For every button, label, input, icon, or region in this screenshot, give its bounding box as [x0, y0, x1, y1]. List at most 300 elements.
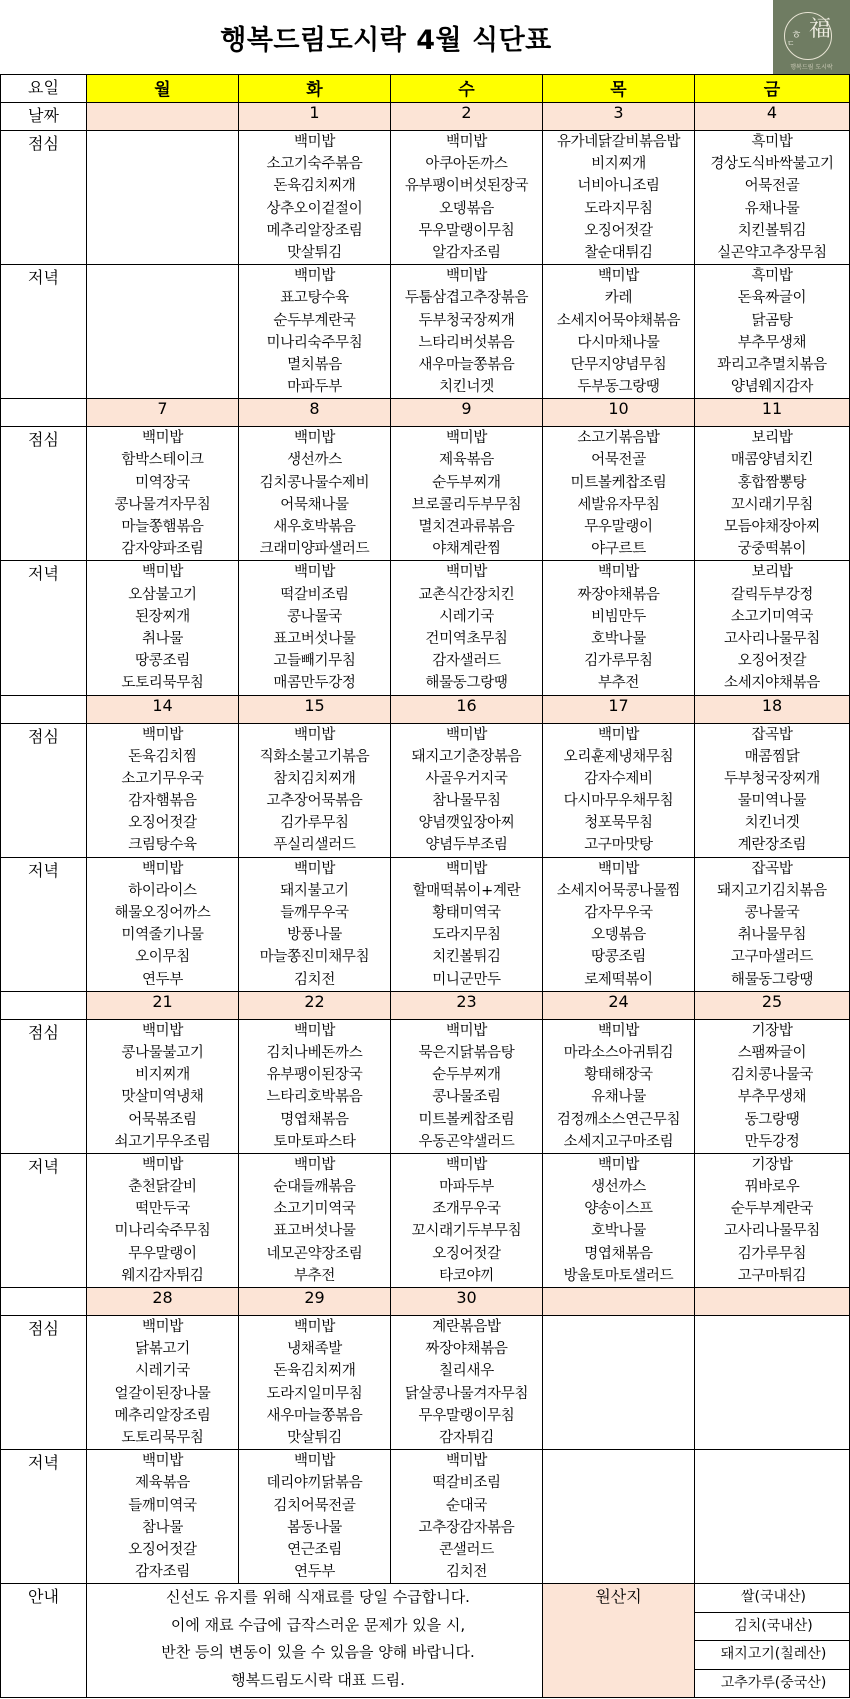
dinner-cell-wed: [391, 857, 543, 991]
menu-item: 비빔만두: [591, 608, 646, 625]
menu-item: 맛살튀김: [287, 1429, 342, 1446]
menu-item: 오뎅볶음: [591, 927, 646, 944]
menu-item: 건미역초무침: [425, 630, 508, 647]
menu-item: 무우말랭이: [584, 519, 653, 535]
menu-item: 김치나베돈까스: [266, 1044, 363, 1061]
menu-item: 고사리나물무침: [724, 630, 820, 647]
menu-item: 오징어젓갈: [737, 653, 807, 670]
menu-item: 꼬시래기두부무침: [411, 1223, 522, 1240]
menu-item: 마파두부: [439, 1179, 494, 1196]
dinner-cell-wed: [391, 561, 543, 695]
menu-item: 백미밥: [445, 564, 488, 581]
lunch-row: [1, 131, 850, 265]
menu-item: 멸치견과류볶음: [418, 519, 515, 535]
menu-item: 땅콩조림: [591, 949, 646, 966]
menu-item: 양념웨지감자: [730, 379, 814, 396]
dinner-cell-tue: [239, 561, 391, 695]
menu-item: 느타리호박볶음: [266, 1089, 363, 1106]
menu-item: 콩나물조림: [432, 1089, 501, 1106]
date-cell-fri: 18: [695, 695, 850, 723]
menu-item: 마늘쫑진미채무침: [259, 949, 370, 966]
menu-item: 백미밥: [293, 1022, 336, 1039]
menu-item: 소고기볶음밥: [577, 430, 660, 447]
lunch-cell-tue: [239, 1019, 391, 1153]
menu-item: 유부팽이된장국: [266, 1067, 363, 1084]
menu-item: 김가루무침: [280, 815, 349, 832]
dinner-label: 저녁: [1, 265, 87, 399]
date-cell-mon: [87, 103, 239, 131]
menu-item: 아쿠아돈까스: [425, 156, 508, 173]
menu-item: 들깨미역국: [128, 1497, 197, 1514]
dinner-cell-wed: [391, 265, 543, 399]
menu-item: 오뎅볶음: [439, 200, 494, 217]
menu-item: 양송이스프: [584, 1201, 653, 1218]
menu-item: 고구마맛탕: [584, 837, 653, 854]
menu-item: 마늘쫑햄볶음: [121, 519, 204, 535]
date-cell-wed: 30: [391, 1288, 543, 1316]
lunch-cell-mon: [87, 723, 239, 857]
menu-item: 참치김치찌개: [273, 770, 356, 787]
menu-item: 비지찌개: [135, 1067, 190, 1084]
menu-item: 소세지어묵야채볶음: [556, 312, 681, 329]
menu-item: 도라지무침: [584, 200, 653, 217]
menu-item: 백미밥: [597, 1156, 640, 1173]
menu-item: 맛살미역냉채: [121, 1089, 204, 1106]
lunch-row: [1, 1316, 850, 1450]
menu-item: 푸실리샐러드: [273, 837, 356, 854]
menu-item: 시레기국: [439, 608, 494, 625]
menu-item: 도라지일미무침: [266, 1385, 363, 1402]
menu-item: 백미밥: [141, 1156, 184, 1173]
menu-item: 돈육김치찜: [128, 748, 197, 765]
menu-item: 백미밥: [445, 1022, 488, 1039]
menu-table: [0, 74, 850, 1698]
dinner-cell-mon: [87, 265, 239, 399]
notice-line: 행복드림도시락 대표 드림.: [231, 1670, 405, 1689]
lunch-cell-mon: [87, 131, 239, 265]
menu-item: 김치콩나물국: [730, 1067, 814, 1084]
menu-item: 떡갈비조림: [280, 586, 349, 603]
dinner-cell-wed: [391, 1153, 543, 1287]
menu-item: 로제떡볶이: [584, 971, 653, 988]
menu-item: 돈육김치찌개: [273, 178, 356, 195]
menu-item: 김가루무침: [737, 1245, 807, 1262]
origin-item: 김치(국내산): [695, 1613, 849, 1642]
date-cell-mon: 28: [87, 1288, 239, 1316]
dinner-label: 저녁: [1, 857, 87, 991]
weekday-header-row: [1, 75, 850, 103]
brand-logo: [773, 0, 850, 74]
menu-item: 스팸짜글이: [737, 1044, 807, 1061]
menu-item: 얼갈이된장나물: [114, 1385, 211, 1402]
menu-item: 백미밥: [141, 1453, 184, 1470]
menu-item: 짜장야채볶음: [577, 586, 660, 603]
dinner-cell-thu: [543, 1153, 695, 1287]
dinner-row: [1, 1153, 850, 1287]
dinner-cell-fri: [695, 1450, 850, 1584]
date-cell-wed: 2: [391, 103, 543, 131]
menu-item: 감자햄볶음: [128, 793, 197, 810]
menu-item: 순두부찌개: [432, 1067, 501, 1084]
menu-item: 연두부: [141, 971, 184, 988]
menu-item: 백미밥: [141, 726, 184, 743]
menu-item: 백미밥: [141, 430, 184, 447]
notice-line: 신선도 유지를 위해 식재료를 당일 수급합니다.: [166, 1588, 470, 1607]
menu-item: 메추리알장조림: [114, 1407, 211, 1424]
menu-item: 치킨너겟: [744, 815, 800, 832]
menu-item: 냉채족발: [287, 1341, 342, 1358]
logo-glyph-left: ㅎ: [791, 28, 802, 41]
menu-item: 들깨무우국: [280, 905, 349, 921]
menu-item: 백미밥: [293, 564, 336, 581]
menu-item: 유부팽이버섯된장국: [404, 178, 529, 195]
menu-item: 고들빼기무침: [273, 653, 356, 670]
menu-item: 계란볶음밥: [432, 1319, 501, 1335]
menu-item: 할매떡볶이+계란: [412, 882, 521, 899]
weekday-tue: 화: [239, 75, 391, 103]
menu-item: 치킨볼튀김: [432, 949, 501, 966]
menu-item: 맛살튀김: [287, 244, 342, 261]
lunch-cell-wed: [391, 1316, 543, 1450]
date-row: [1, 1288, 850, 1316]
menu-item: 검정깨소스연근무침: [556, 1111, 681, 1128]
dinner-cell-wed: [391, 1450, 543, 1584]
date-cell-fri: 11: [695, 399, 850, 427]
menu-item: 백미밥: [597, 860, 640, 877]
menu-item: 기장밥: [751, 1156, 793, 1173]
menu-item: 백미밥: [293, 726, 336, 743]
menu-item: 콩나물불고기: [121, 1044, 204, 1061]
menu-item: 미나리숙주무침: [266, 334, 363, 351]
dinner-cell-mon: [87, 1153, 239, 1287]
menu-item: 취나물무침: [737, 927, 807, 944]
menu-item: 멸치볶음: [287, 356, 342, 373]
dinner-label: 저녁: [1, 1450, 87, 1584]
date-row: [1, 695, 850, 723]
date-cell-thu: 3: [543, 103, 695, 131]
dinner-cell-fri: [695, 1153, 850, 1287]
menu-item: 명엽채볶음: [584, 1245, 653, 1262]
menu-item: 어묵볶조림: [128, 1111, 197, 1128]
weekday-thu: 목: [543, 75, 695, 103]
menu-item: 콩나물국: [744, 905, 800, 921]
menu-item: 직화소불고기볶음: [259, 748, 370, 765]
menu-item: 해물동그랑땡: [425, 675, 508, 692]
date-cell-thu: 17: [543, 695, 695, 723]
menu-item: 백미밥: [597, 564, 640, 581]
menu-item: 치킨너겟: [439, 379, 494, 396]
weekday-label: 요일: [1, 75, 87, 103]
menu-item: 백미밥: [445, 134, 488, 150]
menu-item: 백미밥: [293, 430, 336, 447]
menu-item: 고추장감자볶음: [418, 1519, 515, 1536]
dinner-cell-mon: [87, 857, 239, 991]
date-cell-mon: 21: [87, 991, 239, 1019]
menu-item: 유채나물: [591, 1089, 646, 1106]
menu-item: 야구르트: [591, 541, 646, 558]
menu-item: 어묵전골: [744, 178, 800, 195]
notice-line: 이에 재료 수급에 급작스러운 문제가 있을 시,: [170, 1615, 466, 1634]
menu-item: 백미밥: [141, 1319, 184, 1335]
menu-item: 치킨볼튀김: [737, 222, 807, 239]
date-cell-wed: 16: [391, 695, 543, 723]
date-cell-tue: 29: [239, 1288, 391, 1316]
menu-item: 참나물무침: [432, 793, 501, 810]
menu-item: 궁중떡볶이: [737, 541, 807, 558]
menu-item: 콘샐러드: [439, 1541, 494, 1558]
dinner-cell-tue: [239, 857, 391, 991]
lunch-cell-fri: [695, 723, 850, 857]
menu-item: 조개무우국: [432, 1201, 501, 1218]
menu-item: 감자튀김: [439, 1429, 494, 1446]
menu-item: 세발유자무침: [577, 496, 660, 513]
date-cell-fri: [695, 1288, 850, 1316]
menu-item: 잡곡밥: [751, 860, 793, 877]
date-cell-wed: 9: [391, 399, 543, 427]
menu-item: 순대들깨볶음: [273, 1179, 356, 1196]
lunch-cell-fri: [695, 131, 850, 265]
lunch-row: [1, 427, 850, 561]
menu-item: 다시마무우채무침: [563, 793, 674, 810]
menu-item: 돈육짜글이: [737, 290, 807, 307]
menu-item: 감자샐러드: [432, 653, 501, 670]
menu-item: 돼지불고기: [280, 882, 349, 899]
menu-item: 돈육김치찌개: [273, 1363, 356, 1380]
menu-item: 백미밥: [293, 1156, 336, 1173]
menu-item: 감자수제비: [584, 770, 653, 787]
lunch-cell-thu: [543, 1316, 695, 1450]
menu-item: 부추무생채: [737, 1089, 807, 1106]
menu-item: 제육볶음: [439, 452, 494, 469]
menu-item: 방울토마토샐러드: [563, 1267, 674, 1284]
origin-item: 쌀(국내산): [695, 1584, 849, 1613]
menu-item: 땅콩조림: [135, 653, 190, 670]
menu-item: 생선까스: [287, 452, 342, 469]
menu-item: 방풍나물: [287, 927, 342, 944]
menu-item: 기장밥: [751, 1022, 793, 1039]
menu-item: 황태해장국: [584, 1067, 653, 1084]
menu-item: 순두부찌개: [432, 474, 501, 491]
menu-item: 황태미역국: [432, 905, 501, 921]
menu-item: 무우말랭이무침: [418, 222, 515, 239]
menu-item: 칠리새우: [439, 1363, 494, 1380]
lunch-row: [1, 1019, 850, 1153]
menu-item: 콩나물국: [287, 608, 342, 625]
menu-item: 타코야끼: [439, 1267, 494, 1284]
lunch-row: [1, 723, 850, 857]
menu-item: 표고버섯나물: [273, 1223, 356, 1240]
menu-item: 된장찌개: [135, 608, 190, 625]
menu-item: 브로콜리두부무침: [411, 496, 522, 513]
menu-item: 명엽채볶음: [280, 1111, 349, 1128]
lunch-label: 점심: [1, 1019, 87, 1153]
logo-glyph-right: 福: [809, 17, 832, 42]
menu-item: 감자양파조림: [121, 541, 204, 558]
menu-item: 매콤찜닭: [744, 748, 800, 765]
menu-item: 꽈리고추멸치볶음: [717, 356, 827, 373]
lunch-cell-tue: [239, 131, 391, 265]
menu-item: 짜장야채볶음: [425, 1341, 508, 1358]
menu-item: 돼지고기춘장볶음: [411, 748, 522, 765]
weekday-fri: 금: [695, 75, 850, 103]
menu-item: 표고탕수육: [280, 290, 349, 307]
lunch-cell-fri: [695, 1019, 850, 1153]
date-cell-mon: 7: [87, 399, 239, 427]
menu-item: 청포묵무침: [584, 815, 653, 832]
menu-item: 닭살콩나물겨자무침: [404, 1385, 529, 1402]
menu-item: 생선까스: [591, 1179, 646, 1196]
menu-item: 소고기무우국: [121, 770, 204, 787]
menu-item: 소세지어묵콩나물찜: [556, 882, 681, 899]
dinner-cell-mon: [87, 561, 239, 695]
menu-item: 고구마튀김: [737, 1267, 807, 1284]
menu-item: 도토리묵무침: [121, 1429, 204, 1446]
dinner-cell-fri: [695, 265, 850, 399]
menu-item: 오리훈제냉채무침: [563, 748, 674, 765]
menu-item: 닭곰탕: [751, 312, 793, 329]
menu-item: 쇠고기무우조림: [114, 1133, 211, 1150]
dinner-cell-tue: [239, 265, 391, 399]
menu-item: 고사리나물무침: [724, 1223, 820, 1240]
menu-item: 백미밥: [597, 1022, 640, 1039]
menu-item: 무우말랭이: [128, 1245, 197, 1262]
menu-item: 동그랑땡: [744, 1111, 800, 1128]
menu-item: 알감자조림: [432, 244, 501, 261]
menu-item: 웨지감자튀김: [121, 1267, 204, 1284]
menu-item: 마라소스아귀튀김: [563, 1044, 674, 1061]
date-cell-tue: 22: [239, 991, 391, 1019]
logo-caption: 행복드림 도시락: [790, 64, 833, 71]
dinner-row: [1, 561, 850, 695]
menu-item: 흑미밥: [751, 268, 793, 285]
menu-item: 미역줄기나물: [121, 927, 204, 944]
menu-item: 백미밥: [445, 430, 488, 447]
date-label-cell: [1, 1288, 87, 1316]
menu-item: 감자무우국: [584, 905, 653, 921]
menu-item: 미역장국: [135, 474, 190, 491]
menu-item: 무우말랭이무침: [418, 1407, 515, 1424]
menu-item: 두툼삼겹고추장볶음: [404, 290, 529, 307]
menu-item: 실곤약고추장무침: [717, 244, 827, 261]
menu-item: 콩나물겨자무침: [114, 496, 211, 513]
menu-item: 부추전: [293, 1267, 336, 1284]
dinner-cell-thu: [543, 561, 695, 695]
menu-item: 참나물: [141, 1519, 184, 1536]
menu-item: 함박스테이크: [121, 452, 204, 469]
dinner-cell-mon: [87, 1450, 239, 1584]
date-label-cell: [1, 399, 87, 427]
date-cell-thu: 10: [543, 399, 695, 427]
menu-item: 유가네닭갈비볶음밥: [556, 134, 681, 150]
menu-item: 소고기미역국: [730, 608, 814, 625]
lunch-label: 점심: [1, 1316, 87, 1450]
lunch-cell-mon: [87, 427, 239, 561]
weekday-wed: 수: [391, 75, 543, 103]
dinner-row: [1, 1450, 850, 1584]
date-label-cell: [1, 991, 87, 1019]
menu-item: 도라지무침: [432, 927, 501, 944]
lunch-cell-wed: [391, 1019, 543, 1153]
lunch-cell-fri: [695, 427, 850, 561]
menu-item: 매콤만두강정: [273, 675, 356, 692]
menu-item: 김치어묵전골: [273, 1497, 356, 1514]
menu-item: 보리밥: [751, 564, 793, 581]
menu-item: 상추오이겉절이: [266, 200, 363, 217]
notice-label: 안내: [1, 1584, 87, 1698]
dinner-label: 저녁: [1, 1153, 87, 1287]
menu-item: 제육볶음: [135, 1475, 190, 1492]
menu-item: 닭볶고기: [135, 1341, 190, 1358]
lunch-cell-mon: [87, 1019, 239, 1153]
date-cell-tue: 15: [239, 695, 391, 723]
menu-item: 백미밥: [445, 860, 488, 877]
menu-item: 백미밥: [445, 726, 488, 743]
menu-item: 어묵전골: [591, 452, 646, 469]
menu-item: 김가루무침: [584, 653, 653, 670]
menu-item: 백미밥: [293, 1319, 336, 1335]
menu-item: 다시마채나물: [577, 334, 660, 351]
title-bar: [0, 0, 772, 74]
origin-label: 원산지: [543, 1584, 695, 1698]
lunch-cell-thu: [543, 427, 695, 561]
date-label-cell: [1, 695, 87, 723]
menu-item: 김치전: [445, 1564, 488, 1581]
menu-item: 고구마샐러드: [730, 949, 814, 966]
menu-item: 토마토파스타: [273, 1133, 356, 1150]
date-row: [1, 991, 850, 1019]
notice-line: 반찬 등의 변동이 있을 수 있음을 양해 바랍니다.: [161, 1643, 475, 1662]
menu-item: 매콤양념치킨: [730, 452, 814, 469]
dinner-cell-fri: [695, 561, 850, 695]
date-cell-wed: 23: [391, 991, 543, 1019]
menu-item: 백미밥: [293, 134, 336, 150]
menu-item: 소세지야채볶음: [724, 675, 820, 692]
lunch-cell-tue: [239, 427, 391, 561]
menu-item: 교촌식간장치킨: [418, 586, 515, 603]
menu-item: 비지찌개: [591, 156, 646, 173]
menu-item: 백미밥: [141, 1022, 184, 1039]
menu-item: 연두부: [293, 1564, 336, 1581]
date-cell-mon: 14: [87, 695, 239, 723]
menu-item: 취나물: [141, 630, 184, 647]
dinner-label: 저녁: [1, 561, 87, 695]
dinner-cell-thu: [543, 857, 695, 991]
menu-item: 부추전: [597, 675, 640, 692]
menu-item: 크래미양파샐러드: [259, 541, 370, 558]
menu-item: 마파두부: [287, 379, 342, 396]
menu-item: 소고기미역국: [273, 1201, 356, 1218]
menu-item: 찰순대튀김: [584, 244, 653, 261]
menu-item: 봄동나물: [287, 1519, 342, 1536]
menu-item: 계란장조림: [737, 837, 807, 854]
origin-item: 돼지고기(칠레산): [695, 1641, 849, 1670]
menu-item: 순두부계란국: [730, 1201, 814, 1218]
menu-item: 순두부계란국: [273, 312, 356, 329]
lunch-cell-fri: [695, 1316, 850, 1450]
menu-item: 해물동그랑땡: [730, 971, 814, 988]
menu-item: 두부청국장찌개: [724, 770, 820, 787]
dinner-row: [1, 857, 850, 991]
page-title: 행복드림도시락 4월 식단표: [220, 24, 552, 56]
menu-item: 묵은지닭볶음탕: [418, 1044, 515, 1061]
date-cell-thu: 24: [543, 991, 695, 1019]
weekday-mon: 월: [87, 75, 239, 103]
menu-item: 부추무생채: [737, 334, 807, 351]
menu-item: 너비아니조림: [577, 178, 660, 195]
menu-item: 오징어젓갈: [128, 1541, 197, 1558]
menu-item: 야채계란찜: [432, 541, 501, 558]
lunch-cell-mon: [87, 1316, 239, 1450]
